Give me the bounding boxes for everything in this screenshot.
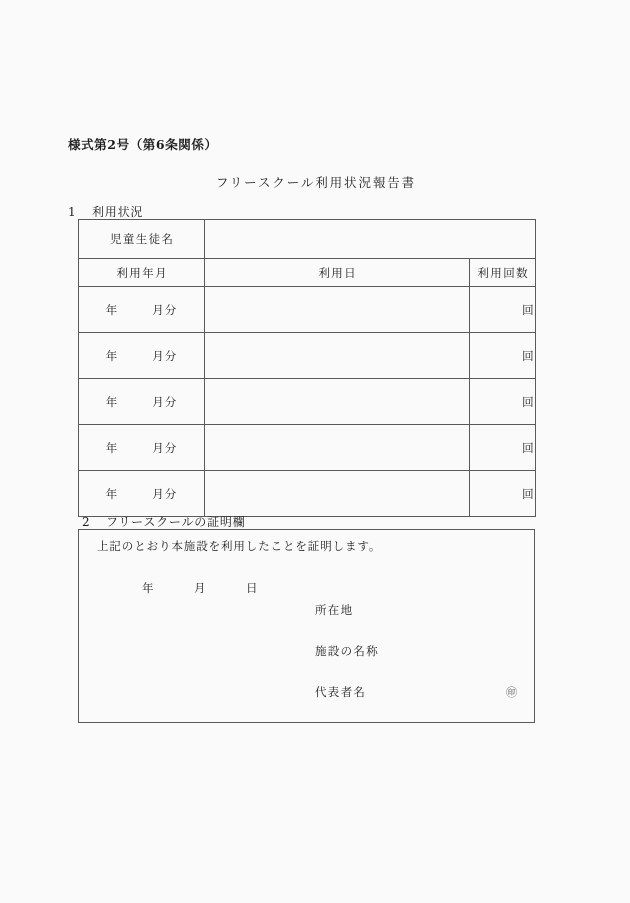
table-row [79, 471, 536, 517]
header-count: 利用回数 [470, 259, 536, 287]
year-label: 年 [105, 440, 119, 455]
period-cell[interactable] [79, 471, 205, 517]
student-name-row [79, 220, 536, 259]
certification-date-line[interactable] [142, 580, 259, 596]
count-cell[interactable]: 回 [470, 379, 536, 425]
date-year-label: 年 [142, 581, 155, 595]
header-days: 利用日 [205, 259, 470, 287]
date-month-label: 月 [194, 581, 207, 595]
section-2-number: 2 [82, 515, 91, 529]
certification-statement: 上記のとおり本施設を利用したことを証明します。 [97, 539, 382, 553]
student-name-value[interactable] [205, 220, 536, 259]
month-label: 月分 [152, 440, 178, 455]
month-label: 月分 [152, 486, 178, 501]
count-cell[interactable]: 回 [470, 333, 536, 379]
table-row [79, 287, 536, 333]
year-label: 年 [105, 348, 119, 363]
form-number: 様式第2号（第6条関係） [68, 137, 218, 152]
usage-table-header-row [79, 259, 536, 287]
year-label: 年 [105, 302, 119, 317]
date-day-label: 日 [246, 581, 259, 595]
year-label: 年 [105, 486, 119, 501]
certification-box [78, 529, 535, 723]
count-cell[interactable]: 回 [470, 287, 536, 333]
table-row [79, 379, 536, 425]
section-1-heading [68, 203, 143, 220]
usage-table [78, 219, 536, 517]
student-name-label: 児童生徒名 [79, 220, 205, 259]
facility-name-label: 施設の名称 [315, 644, 379, 658]
address-label: 所在地 [315, 603, 354, 617]
section-1-label: 利用状況 [92, 205, 144, 219]
table-row [79, 425, 536, 471]
table-row [79, 333, 536, 379]
count-cell[interactable]: 回 [470, 425, 536, 471]
month-label: 月分 [152, 348, 178, 363]
days-cell[interactable] [205, 379, 470, 425]
days-cell[interactable] [205, 425, 470, 471]
period-cell[interactable] [79, 333, 205, 379]
section-1-number: 1 [68, 205, 77, 219]
days-cell[interactable] [205, 471, 470, 517]
header-period: 利用年月 [79, 259, 205, 287]
days-cell[interactable] [205, 333, 470, 379]
count-cell[interactable]: 回 [470, 471, 536, 517]
period-cell[interactable] [79, 425, 205, 471]
section-2-label: フリースクールの証明欄 [106, 515, 246, 529]
period-cell[interactable] [79, 379, 205, 425]
period-cell[interactable] [79, 287, 205, 333]
days-cell[interactable] [205, 287, 470, 333]
representative-name-label: 代表者名 [315, 685, 367, 699]
section-2-heading [82, 513, 245, 530]
month-label: 月分 [152, 394, 178, 409]
seal-stamp-icon: ㊞ [506, 686, 517, 699]
month-label: 月分 [152, 302, 178, 317]
document-title: フリースクール利用状況報告書 [215, 175, 417, 190]
year-label: 年 [105, 394, 119, 409]
